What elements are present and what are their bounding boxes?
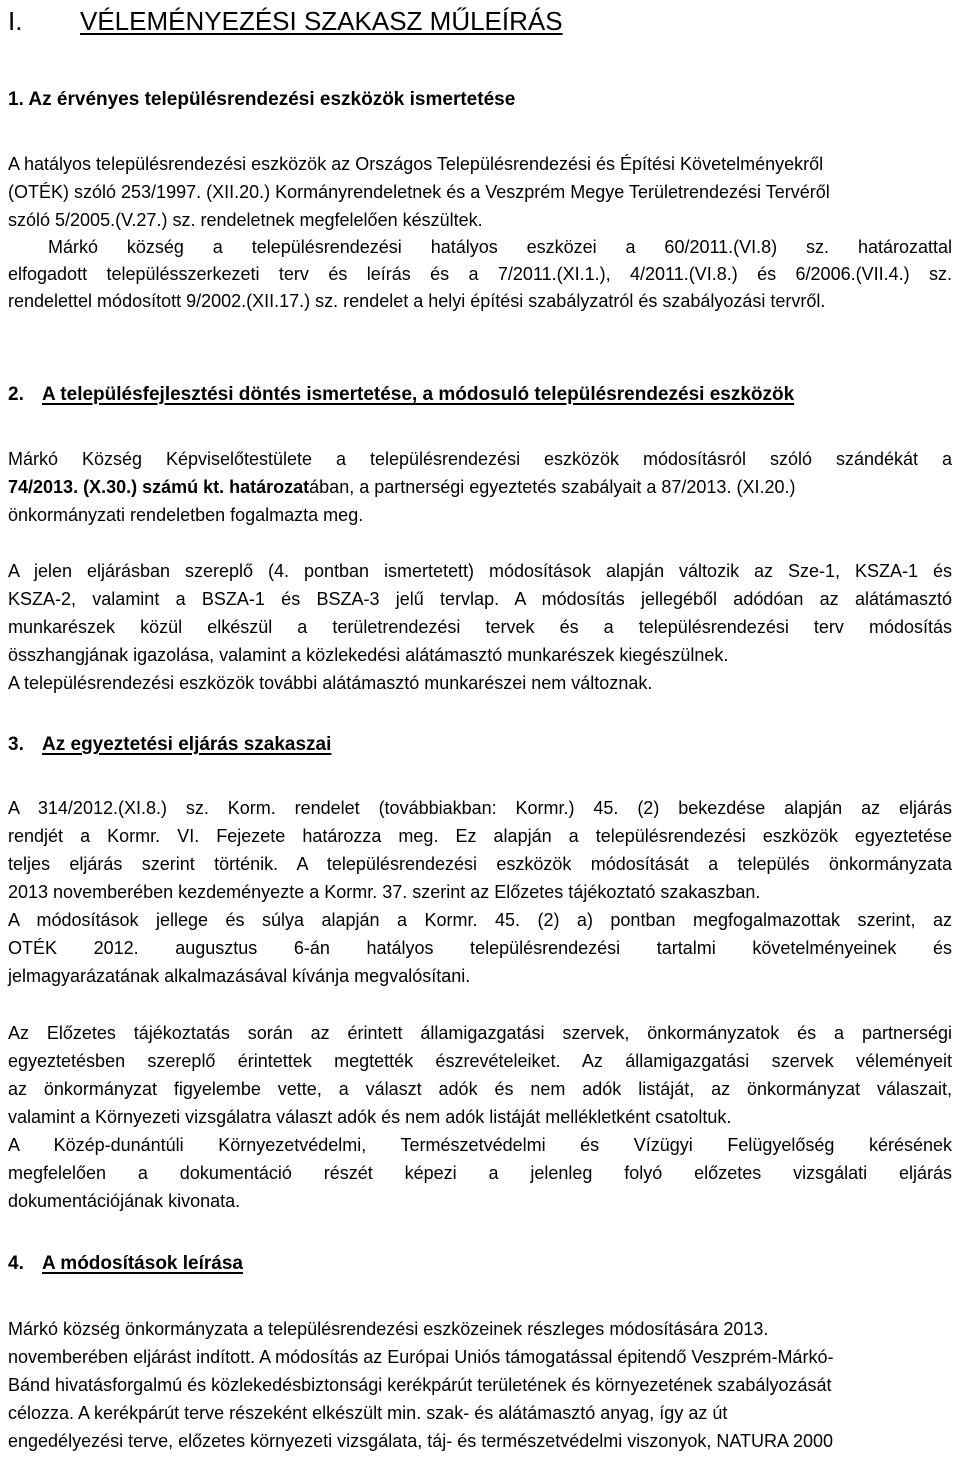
section-3-heading bbox=[8, 733, 331, 757]
resolution-number: 74/2013. (X.30.) számú kt. bbox=[8, 477, 225, 497]
s4-p1-line-3: Bánd hivatásforgalmú és közlekedésbiztonsági kerékpárút területének és környezetének szabályozását bbox=[8, 1375, 832, 1395]
s3-p2-line-7: dokumentációjának kivonata. bbox=[8, 1191, 241, 1211]
s1-line-2: (OTÉK) szóló 253/1997. (XII.20.) Kormányrendeletnek és a Veszprém Megye Területrendezési Tervéről bbox=[8, 182, 830, 202]
s2-p2-line-1: A jelen eljárásban szereplő (4. pontban ismertetett) módosítások alapján változik az Sze-1, KSZA-1 és bbox=[8, 561, 952, 581]
s3-p2-line-6: megfelelően a dokumentáció részét képezi a jelenleg folyó előzetes vizsgálati eljárás bbox=[8, 1163, 952, 1183]
s3-p2-line-1: Az Előzetes tájékoztatás során az érintett államigazgatási szervek, önkormányzatok és a partnerségi bbox=[8, 1023, 952, 1043]
s4-p1-line-5: engedélyezési terve, előzetes környezeti vizsgálata, táj- és természetvédelmi viszonyok, NATURA 2000 bbox=[8, 1431, 834, 1451]
title-text: VÉLEMÉNYEZÉSI SZAKASZ MŰLEÍRÁS bbox=[80, 6, 563, 36]
s2-p2-line-4: összhangjának igazolása, valamint a közlekedési alátámasztó munkarészek kiegészülnek. bbox=[8, 645, 729, 665]
s2-p2-line-3: munkarészek közül elkészül a területrendezési tervek és a településrendezési terv módosítás bbox=[8, 617, 952, 637]
s1-line-5: elfogadott településszerkezeti terv és leírás és a 7/2011.(XI.1.), 4/2011.(VI.8.) és 6/2006.(VII.4.) sz. bbox=[8, 264, 952, 284]
s3-p1-line-3: teljes eljárás szerint történik. A településrendezési eszközök módosítását a település önkormányzata bbox=[8, 854, 952, 874]
section-2-number: 2. bbox=[8, 384, 24, 405]
resolution-word: határozat bbox=[229, 477, 310, 497]
s2-p1-line-3: önkormányzati rendeletben fogalmazta meg. bbox=[8, 505, 364, 525]
s3-p2-line-5: A Közép-dunántúli Környezetvédelmi, Természetvédelmi és Vízügyi Felügyelőség kérésének bbox=[8, 1135, 952, 1155]
s3-p1-line-6: OTÉK 2012. augusztus 6-án hatályos településrendezési tartalmi követelményeinek és bbox=[8, 938, 952, 958]
s2-p1-line-2-rest: ában, a partnerségi egyeztetés szabályait a 87/2013. (XI.20.) bbox=[309, 477, 796, 497]
s3-p1-line-7: jelmagyarázatának alkalmazásával kívánja megvalósítani. bbox=[8, 966, 471, 986]
s1-line-1: A hatályos településrendezési eszközök az Országos Településrendezési és Építési Követelményekről bbox=[8, 154, 824, 174]
section-3-number: 3. bbox=[8, 734, 24, 755]
section-1-heading: 1. Az érvényes településrendezési eszközök ismertetése bbox=[8, 89, 516, 110]
section-2-title: A településfejlesztési döntés ismertetése, a módosuló településrendezési eszközök bbox=[42, 384, 795, 405]
section-4-heading bbox=[8, 1252, 243, 1276]
s1-line-4: Márkó község a településrendezési hatályos eszközei a 60/2011.(VI.8) sz. határozattal bbox=[48, 237, 952, 257]
s3-p1-line-5: A módosítások jellege és súlya alapján a Kormr. 45. (2) a) pontban megfogalmazottak szerint, az bbox=[8, 910, 952, 930]
s1-line-3: szóló 5/2005.(V.27.) sz. rendeletnek megfelelően készültek. bbox=[8, 210, 483, 230]
s3-p1-line-1: A 314/2012.(XI.8.) sz. Korm. rendelet (továbbiakban: Kormr.) 45. (2) bekezdése alapján az eljárás bbox=[8, 798, 952, 818]
section-3-title: Az egyeztetési eljárás szakaszai bbox=[42, 734, 332, 755]
s3-p1-line-2: rendjét a Kormr. VI. Fejezete határozza meg. Ez alapján a településrendezési eszközök egyeztetése bbox=[8, 826, 952, 846]
s4-p1-line-4: célozza. A kerékpárút terve részeként elkészült min. szak- és alátámasztó anyag, így az út bbox=[8, 1403, 728, 1423]
s1-line-6: rendelettel módosított 9/2002.(XII.17.) sz. rendelet a helyi építési szabályzatról és szabályozási tervről. bbox=[8, 291, 826, 311]
s2-p2-line-5: A településrendezési eszközök további alátámasztó munkarészei nem változnak. bbox=[8, 673, 653, 693]
s2-p1-line-2 bbox=[8, 475, 952, 499]
s4-p1-line-1: Márkó község önkormányzata a településrendezési eszközeinek részleges módosítására 2013. bbox=[8, 1319, 769, 1339]
s4-p1-line-2: novemberében eljárást indított. A módosítás az Európai Uniós támogatással épitendő Veszprém-Márkó- bbox=[8, 1347, 834, 1367]
s3-p1-line-4: 2013 novemberében kezdeményezte a Kormr. 37. szerint az Előzetes tájékoztató szakaszban. bbox=[8, 882, 761, 902]
s2-p2-line-2: KSZA-2, valamint a BSZA-1 és BSZA-3 jelű tervlap. A módosítás jellegéből adódóan az alátámasztó bbox=[8, 589, 952, 609]
section-4-title: A módosítások leírása bbox=[42, 1253, 243, 1274]
s2-p1-line-1: Márkó Község Képviselőtestülete a településrendezési eszközök módosításról szóló szándékát a bbox=[8, 449, 952, 469]
section-4-number: 4. bbox=[8, 1253, 24, 1274]
section-2-heading bbox=[8, 383, 794, 407]
s3-p2-line-4: valamint a Környezeti vizsgálatra választ adók és nem adók listáját mellékletként csatoltuk. bbox=[8, 1107, 732, 1127]
s3-p2-line-2: egyeztetésben szereplő érintettek megtették észrevételeiket. Az államigazgatási szervek véleményeit bbox=[8, 1051, 952, 1071]
s3-p2-line-3: az önkormányzat figyelembe vette, a választ adók és nem adók listáját, az önkormányzat válaszait, bbox=[8, 1079, 952, 1099]
document-title bbox=[8, 4, 948, 38]
title-number: I. bbox=[8, 6, 23, 36]
